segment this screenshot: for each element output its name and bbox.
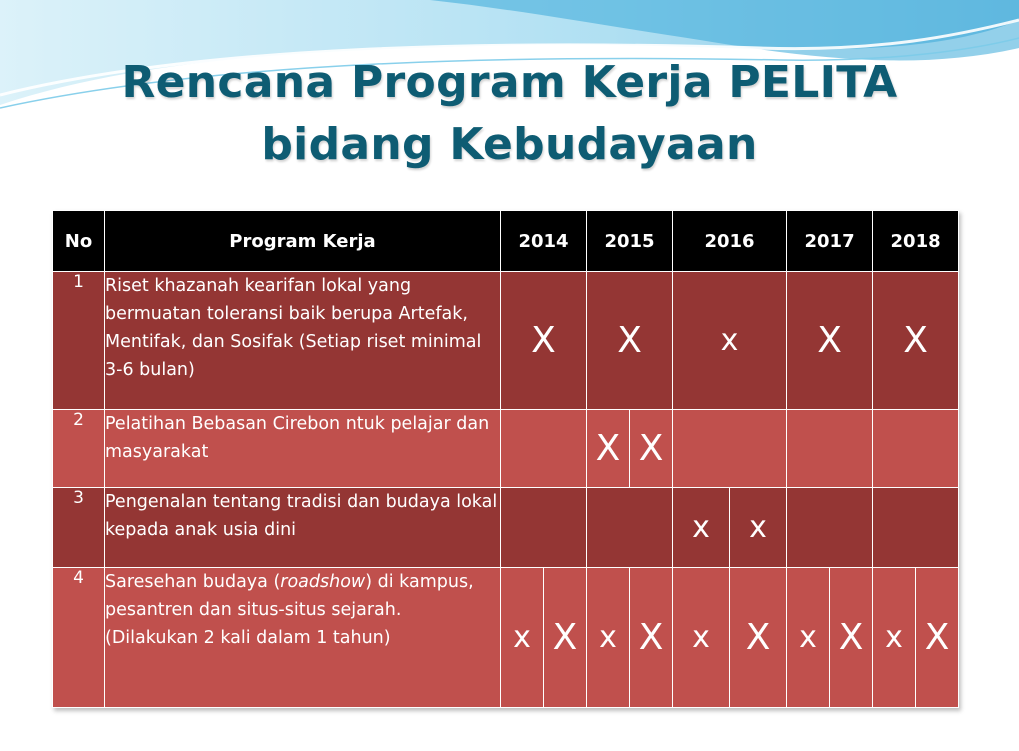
title-line-1: Rencana Program Kerja PELITA	[121, 57, 898, 108]
row-number: 1	[53, 272, 105, 410]
row-number: 4	[53, 568, 105, 708]
table-row	[53, 568, 959, 708]
mark-2018-a: x	[873, 568, 916, 708]
program-table	[52, 210, 959, 708]
mark-2015-a: X	[587, 410, 630, 488]
empty-2014	[501, 488, 587, 568]
header-year-2018: 2018	[873, 211, 959, 272]
empty-2018	[873, 410, 959, 488]
empty-2017	[787, 410, 873, 488]
program-cell: Pengenalan tentang tradisi dan budaya lokal kepada anak usia dini	[105, 488, 501, 568]
title-line-2: bidang Kebudayaan	[261, 119, 758, 170]
mark-2018-b: X	[916, 568, 959, 708]
program-text-italic: roadshow	[280, 572, 366, 592]
table-row	[53, 272, 959, 410]
header-year-2014: 2014	[501, 211, 587, 272]
header-year-2017: 2017	[787, 211, 873, 272]
mark-2016-a: x	[673, 488, 730, 568]
table-row	[53, 410, 959, 488]
slide-title	[0, 52, 1019, 176]
row-number: 2	[53, 410, 105, 488]
mark-2018: X	[873, 272, 959, 410]
header-row	[53, 211, 959, 272]
program-text-2: ) di kampus, pesantren dan situs-situs sejarah. (Dilakukan 2 kali dalam 1 tahun)	[105, 572, 474, 648]
mark-2014: X	[501, 272, 587, 410]
empty-2018	[873, 488, 959, 568]
empty-2014	[501, 410, 587, 488]
header-program: Program Kerja	[105, 211, 501, 272]
empty-2017	[787, 488, 873, 568]
mark-2017-a: x	[787, 568, 830, 708]
mark-2016-b: x	[730, 488, 787, 568]
header-no: No	[53, 211, 105, 272]
program-cell	[105, 568, 501, 708]
empty-2016	[673, 410, 787, 488]
empty-2015	[587, 488, 673, 568]
mark-2014-b: X	[544, 568, 587, 708]
program-cell: Riset khazanah kearifan lokal yang bermuatan toleransi baik berupa Artefak, Mentifak, dan Sosifak (Setiap riset minimal 3-6 bulan)	[105, 272, 501, 410]
mark-2017: X	[787, 272, 873, 410]
mark-2015-a: x	[587, 568, 630, 708]
table-row	[53, 488, 959, 568]
mark-2016-a: x	[673, 568, 730, 708]
mark-2015-b: X	[630, 410, 673, 488]
header-year-2016: 2016	[673, 211, 787, 272]
mark-2017-b: X	[830, 568, 873, 708]
program-text-1: Saresehan budaya (	[105, 572, 281, 592]
header-year-2015: 2015	[587, 211, 673, 272]
mark-2015-b: X	[630, 568, 673, 708]
program-cell: Pelatihan Bebasan Cirebon ntuk pelajar dan masyarakat	[105, 410, 501, 488]
mark-2014-a: x	[501, 568, 544, 708]
row-number: 3	[53, 488, 105, 568]
mark-2016: x	[673, 272, 787, 410]
mark-2015: X	[587, 272, 673, 410]
mark-2016-b: X	[730, 568, 787, 708]
